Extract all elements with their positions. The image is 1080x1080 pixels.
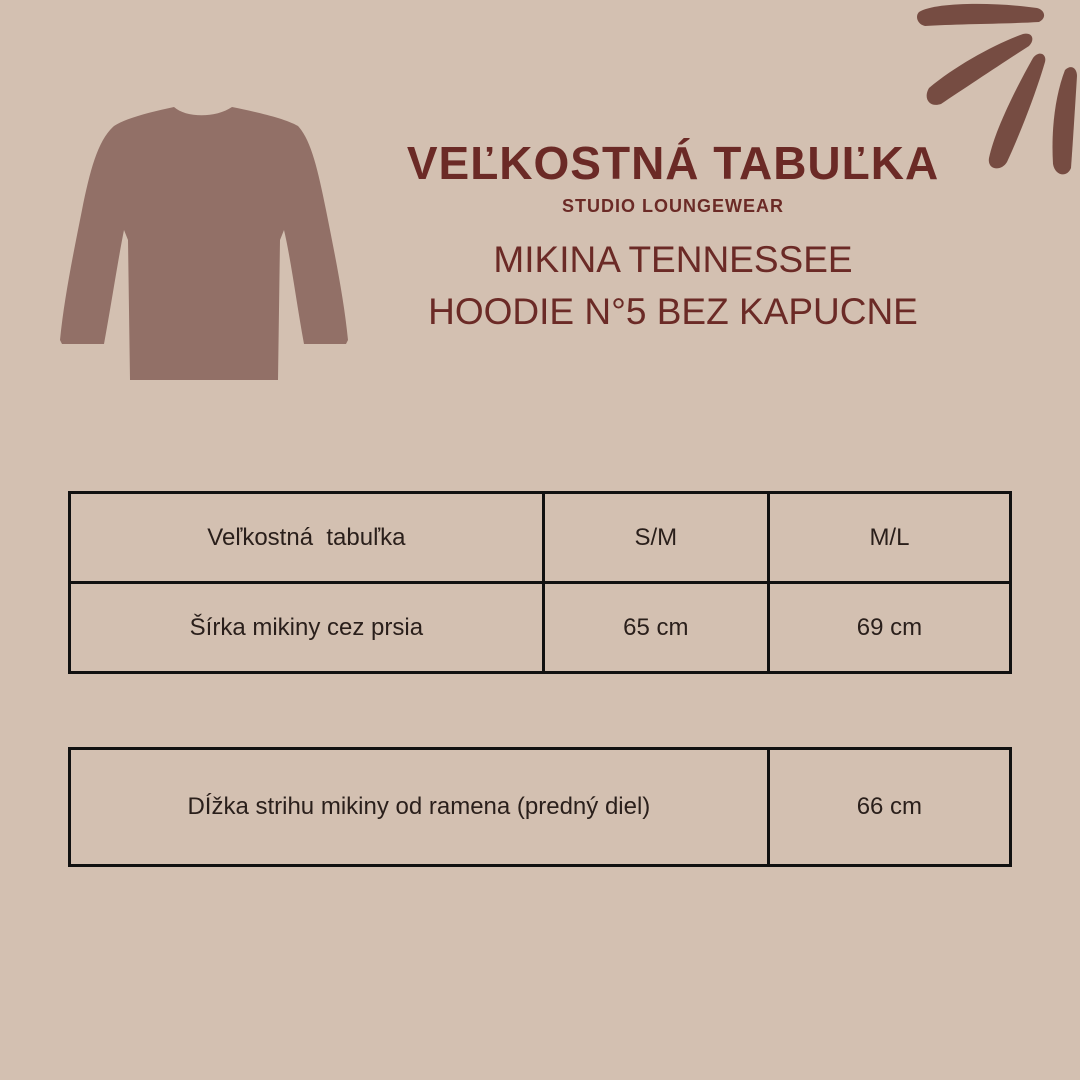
table-header-label: Veľkostná tabuľka: [70, 493, 544, 583]
product-name-line2: HOODIE N°5 BEZ KAPUCNE: [428, 291, 918, 332]
length-table: [68, 747, 1012, 867]
table-header-row: [70, 493, 1011, 583]
measure-value-sm: 65 cm: [543, 583, 768, 673]
measure-value-ml: 69 cm: [768, 583, 1010, 673]
sweatshirt-icon: [56, 100, 352, 386]
measure-label: Šírka mikiny cez prsia: [70, 583, 544, 673]
size-header-sm: S/M: [543, 493, 768, 583]
page-title: VEĽKOSTNÁ TABUĽKA: [406, 137, 940, 189]
table-row: [70, 749, 1011, 866]
brand-name: STUDIO LOUNGEWEAR: [562, 196, 784, 216]
table-row: [70, 583, 1011, 673]
size-header-ml: M/L: [768, 493, 1010, 583]
measure-value: 66 cm: [768, 749, 1010, 866]
product-name-line1: MIKINA TENNESSEE: [493, 239, 853, 280]
measure-label: DÍžka strihu mikiny od ramena (predný diel): [70, 749, 769, 866]
size-table: [68, 491, 1012, 674]
